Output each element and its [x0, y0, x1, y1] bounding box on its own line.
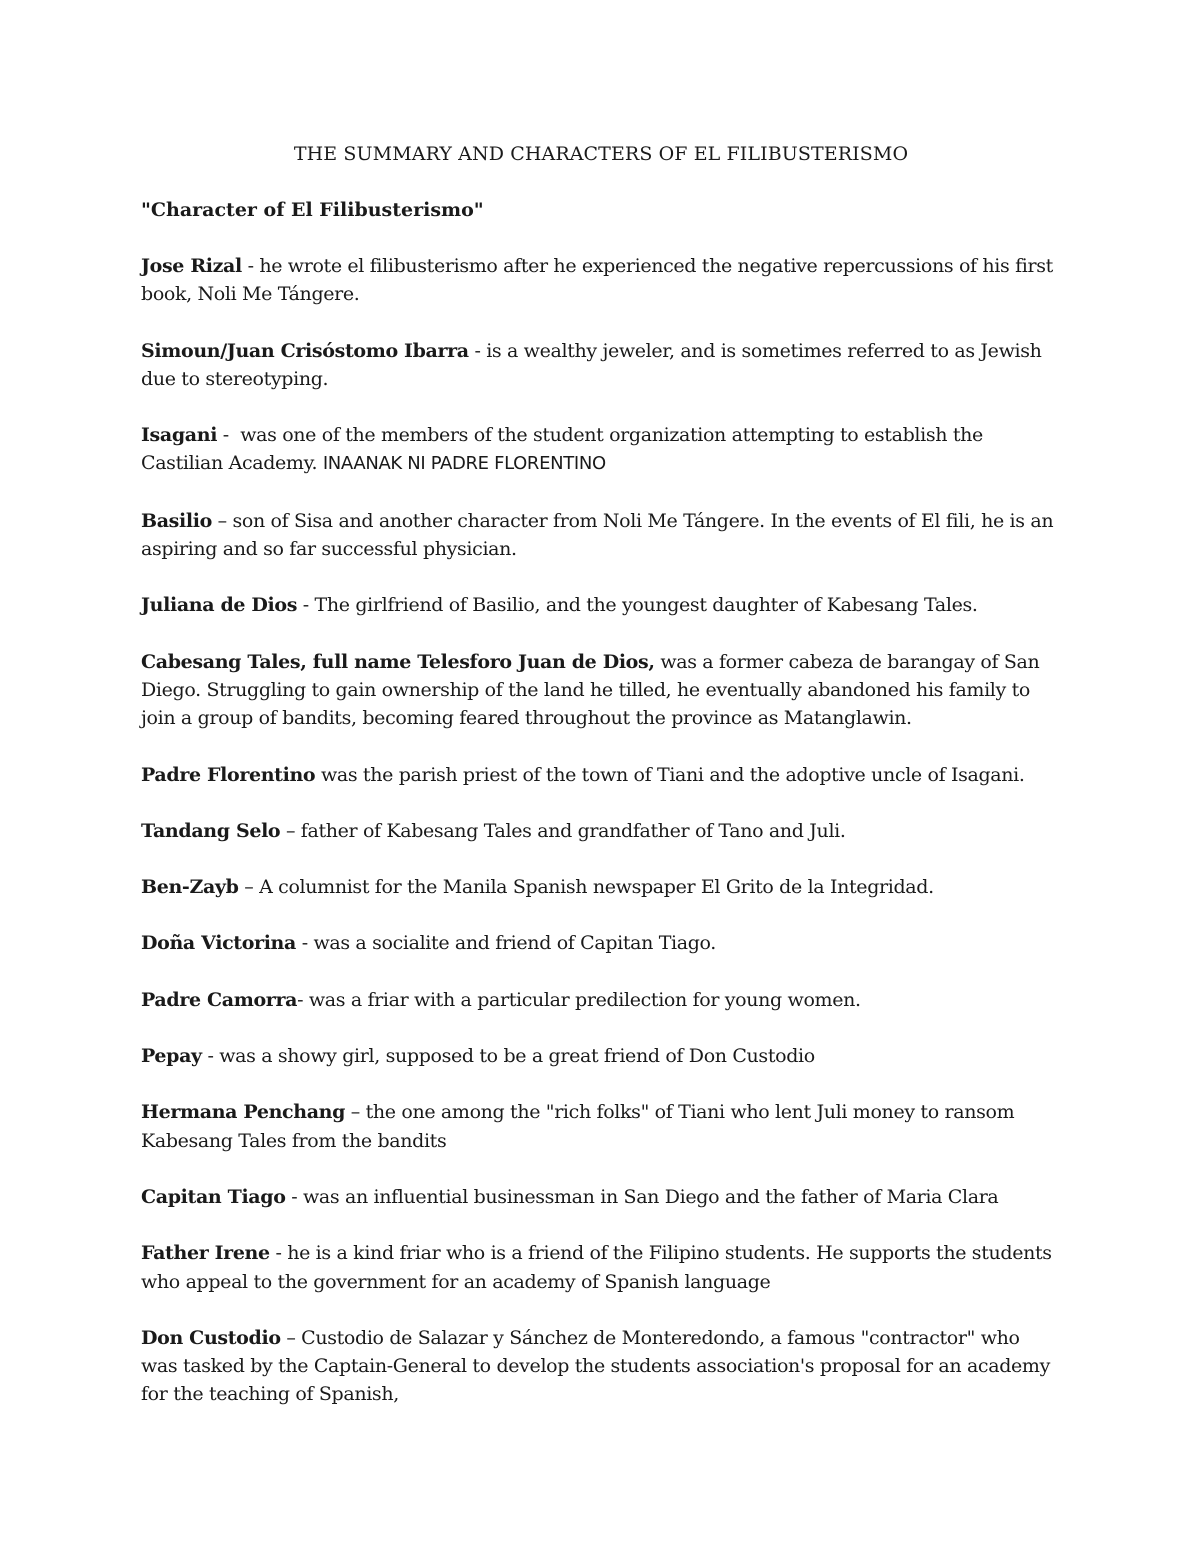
- character-description: – the one among the "rich folks" of Tiani who lent Juli money to ransom Kabesang Tales from the bandits: [141, 1101, 1020, 1152]
- character-entry: [141, 1324, 1061, 1409]
- character-name: Padre Camorra: [141, 988, 298, 1011]
- character-name: Father Irene: [141, 1242, 270, 1265]
- character-list: [141, 252, 1061, 1409]
- character-description: – A columnist for the Manila Spanish newspaper El Grito de la Integridad.: [238, 876, 934, 899]
- character-name: Simoun/Juan Crisóstomo Ibarra: [141, 339, 469, 362]
- character-description: - he wrote el filibusterismo after he experienced the negative repercussions of his first book, Noli Me Tángere.: [141, 255, 1059, 306]
- character-name: Tandang Selo: [141, 819, 281, 842]
- character-description: – son of Sisa and another character from Noli Me Tángere. In the events of El fili, he is an aspiring and so far successful physician.: [141, 509, 1059, 561]
- character-entry: [141, 337, 1061, 394]
- character-entry: [141, 1042, 1061, 1070]
- character-entry: [141, 817, 1061, 845]
- character-description: - was one of the members of the student organization attempting to establish the Castilian Academy.: [141, 424, 989, 475]
- character-entry: [141, 873, 1061, 901]
- character-name: Capitan Tiago: [141, 1185, 286, 1208]
- document-title: THE SUMMARY AND CHARACTERS OF EL FILIBUSTERISMO: [293, 143, 909, 165]
- character-description: – father of Kabesang Tales and grandfather of Tano and Juli.: [280, 819, 846, 842]
- character-entry: [141, 986, 1061, 1014]
- document-page: [141, 140, 1061, 1437]
- character-name: Juliana de Dios: [141, 594, 298, 617]
- character-name: Don Custodio: [141, 1326, 281, 1349]
- character-note: INAANAK NI PADRE FLORENTINO: [322, 453, 606, 475]
- character-description: - was a socialite and friend of Capitan Tiago.: [296, 932, 716, 955]
- character-description: – Custodio de Salazar y Sánchez de Monteredondo, a famous "contractor" who was tasked by the Captain-General to develop the students association's proposal for an academy for the teaching of Spanish,: [141, 1326, 1056, 1406]
- section-heading: "Character of El Filibusterismo": [141, 199, 484, 221]
- character-name: Pepay: [141, 1045, 202, 1068]
- character-name: Doña Victorina: [141, 932, 296, 955]
- character-name: Jose Rizal: [141, 255, 242, 277]
- character-name: Basilio: [141, 509, 212, 532]
- character-entry: [141, 421, 1061, 479]
- character-entry: [141, 591, 1061, 619]
- character-description: - was an influential businessman in San Diego and the father of Maria Clara: [285, 1185, 999, 1208]
- character-name: Padre Florentino: [141, 763, 316, 786]
- character-name: Hermana Penchang: [141, 1101, 346, 1124]
- character-name: Ben-Zayb: [141, 876, 239, 899]
- character-description: was a former cabeza de barangay of San Diego. Struggling to gain ownership of the land he tilled, he eventually abandoned his family to join a group of bandits, becoming feared throughout the province as Matanglawin.: [141, 650, 1046, 730]
- character-name: Isagani: [141, 424, 218, 447]
- character-description: - was a showy girl, supposed to be a great friend of Don Custodio: [201, 1045, 815, 1068]
- character-description: - is a wealthy jeweler, and is sometimes referred to as Jewish due to stereotyping.: [141, 339, 1048, 390]
- character-description: was the parish priest of the town of Tiani and the adoptive uncle of Isagani.: [315, 763, 1025, 786]
- character-entry: [141, 1239, 1061, 1296]
- character-entry: [141, 1098, 1061, 1155]
- character-name: Cabesang Tales, full name Telesforo Juan de Dios,: [141, 650, 655, 673]
- character-entry: [141, 648, 1061, 733]
- character-entry: [141, 507, 1061, 564]
- character-description: - he is a kind friar who is a friend of the Filipino students. He supports the students who appeal to the government for an academy of Spanish language: [141, 1242, 1058, 1293]
- character-entry: [141, 929, 1061, 957]
- character-entry: [141, 1183, 1061, 1211]
- character-description: - The girlfriend of Basilio, and the youngest daughter of Kabesang Tales.: [297, 594, 978, 617]
- character-description: - was a friar with a particular predilection for young women.: [297, 988, 861, 1011]
- character-entry: [141, 252, 1061, 309]
- character-entry: [141, 761, 1061, 789]
